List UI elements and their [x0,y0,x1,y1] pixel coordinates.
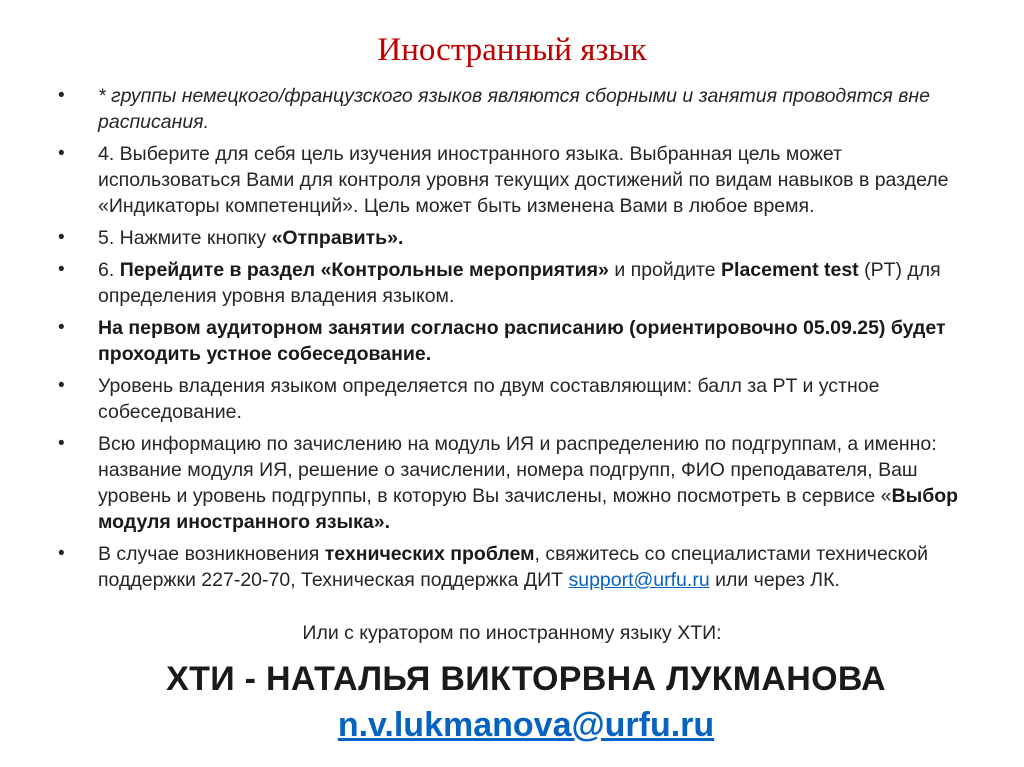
list-item [56,373,986,425]
step-6-suffix: (PT) для определения уровня владения языком. [98,259,941,307]
list-item [56,257,986,309]
list-item [56,315,986,367]
list-item [56,225,986,251]
enrollment-info-text: Всю информацию по зачислению на модуль ИЯ и распределению по подгруппам, а именно: название модуля ИЯ, решение о зачислении, номера подгрупп, ФИО преподавателя, Ваш уровень и уровень подгруппы, в которую Вы зачислены, можно посмотреть в сервисе « [98,433,937,507]
bullet-icon: • [58,259,65,280]
service-name: Выбор модуля иностранного языка». [98,485,959,533]
list-item [56,141,986,219]
support-prefix: В случае возникновения [98,543,325,565]
curator-email-container [0,706,1024,745]
level-determination-text: Уровень владения языком определяется по двум составляющим: балл за PT и устное собеседование. [98,375,880,423]
list-item [56,541,986,593]
step-4-text: 4. Выберите для себя цель изучения иностранного языка. Выбранная цель может использоваться Вами для контроля уровня текущих достижений по видам навыков в разделе «Индикаторы компетенций». Цель может быть изменена Вами в любое время. [98,143,949,217]
bullet-icon: • [58,85,65,106]
step-6-prefix: 6. [98,259,120,281]
bullet-icon: • [58,433,65,454]
placement-test-label: Placement test [721,259,859,281]
send-button-label: «Отправить». [271,227,404,249]
note-italic-text: * группы немецкого/французского языков являются сборными и занятия проводятся вне расписания. [98,85,930,133]
step-6-mid: и пройдите [608,259,722,281]
curator-intro: Или с куратором по иностранному языку ХТИ: [302,622,722,644]
curator-email-link[interactable]: n.v.lukmanova@urfu.ru [337,706,715,744]
interview-notice: На первом аудиторном занятии согласно расписанию (ориентировочно 05.09.25) будет проходить устное собеседование. [98,317,946,365]
bullet-icon: • [58,227,65,248]
list-item [56,83,986,135]
control-events-section-label: Перейдите в раздел «Контрольные мероприятия» [119,259,609,281]
step-5-prefix: 5. Нажмите кнопку [98,227,272,249]
curator-name: ХТИ - НАТАЛЬЯ ВИКТОРВНА ЛУКМАНОВА [166,660,886,698]
bullet-icon: • [58,143,65,164]
bullet-icon: • [58,375,65,396]
support-suffix: или через ЛК. [709,569,840,591]
tech-problems-label: технических проблем [324,543,535,565]
slide-title: Иностранный язык [377,32,647,68]
bullet-icon: • [58,543,65,564]
list-item [56,431,986,535]
support-email-link[interactable]: support@urfu.ru [568,569,710,591]
support-mid: , свяжитесь со специалистами технической поддержки 227-20-70, Техническая поддержка ДИТ [98,543,929,591]
bullet-list [56,83,986,599]
bullet-icon: • [58,317,65,338]
